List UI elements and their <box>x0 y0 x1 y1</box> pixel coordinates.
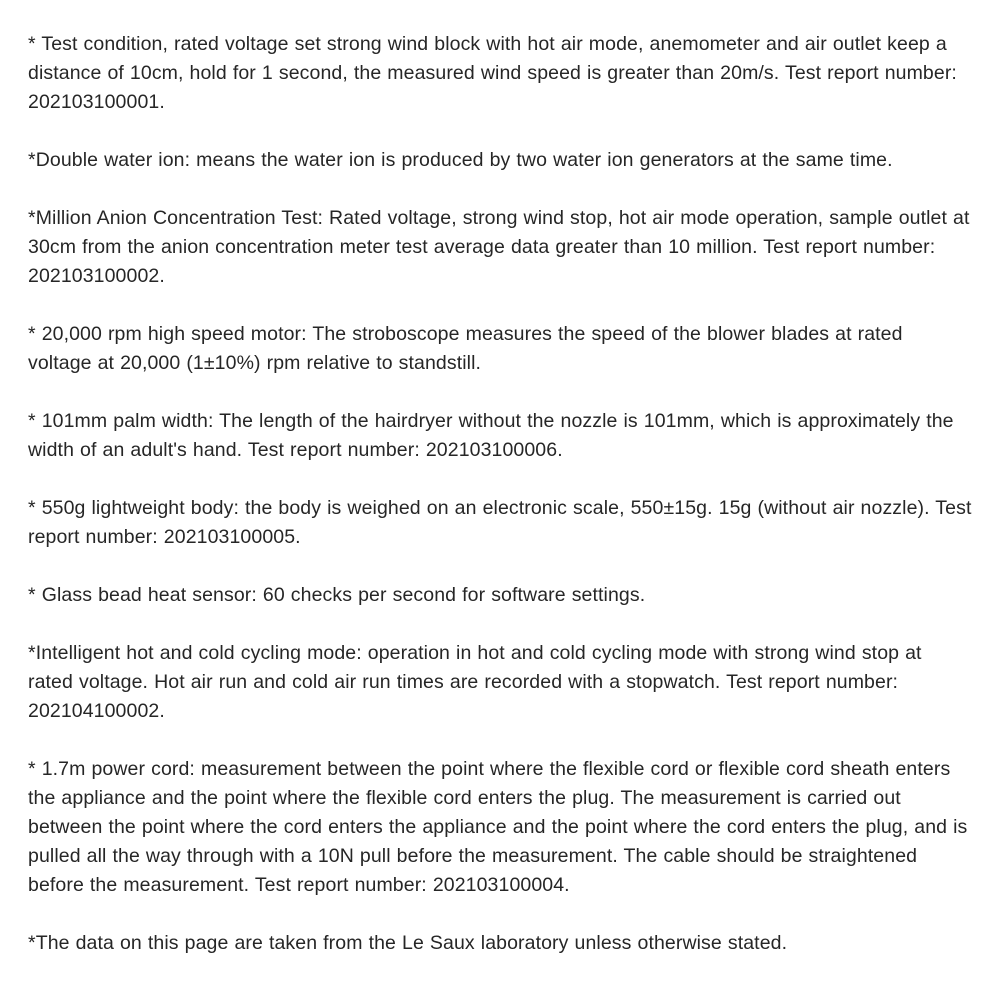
paragraph-hot-cold-cycling-mode: *Intelligent hot and cold cycling mode: operation in hot and cold cycling mode with strong wind stop at rated voltage. Hot air run and cold air run times are recorded with a stopwatch. Test report number: 202104100002. <box>28 642 922 722</box>
paragraph-glass-bead-heat-sensor: * Glass bead heat sensor: 60 checks per second for software settings. <box>28 584 646 606</box>
paragraph-power-cord: * 1.7m power cord: measurement between the point where the flexible cord or flexible cord sheath enters the appliance and the point where the flexible cord enters the plug. The measurement is carried out between the point where the cord enters the appliance and the point where the cord enters the plug, and is pulled all the way through with a 10N pull before the measurement. The cable should be straightened before the measurement. Test report number: 202103100004. <box>28 758 968 896</box>
paragraph-data-source-note: *The data on this page are taken from the Le Saux laboratory unless otherwise stated. <box>28 932 788 954</box>
paragraph-lightweight-body: * 550g lightweight body: the body is weighed on an electronic scale, 550±15g. 15g (without air nozzle). Test report number: 202103100005. <box>28 497 972 548</box>
paragraph-palm-width: * 101mm palm width: The length of the hairdryer without the nozzle is 101mm, which is approximately the width of an adult's hand. Test report number: 202103100006. <box>28 410 954 461</box>
paragraph-million-anion-concentration: *Million Anion Concentration Test: Rated voltage, strong wind stop, hot air mode operation, sample outlet at 30cm from the anion concentration meter test average data greater than 10 million. Test report number: 202103100002. <box>28 207 970 287</box>
paragraph-double-water-ion: *Double water ion: means the water ion is produced by two water ion generators at the same time. <box>28 149 893 171</box>
paragraph-test-condition-wind-speed: * Test condition, rated voltage set strong wind block with hot air mode, anemometer and air outlet keep a distance of 10cm, hold for 1 second, the measured wind speed is greater than 20m/s. Test report number: 202103100001. <box>28 33 957 113</box>
paragraph-high-speed-motor: * 20,000 rpm high speed motor: The stroboscope measures the speed of the blower blades at rated voltage at 20,000 (1±10%) rpm relative to standstill. <box>28 323 903 374</box>
